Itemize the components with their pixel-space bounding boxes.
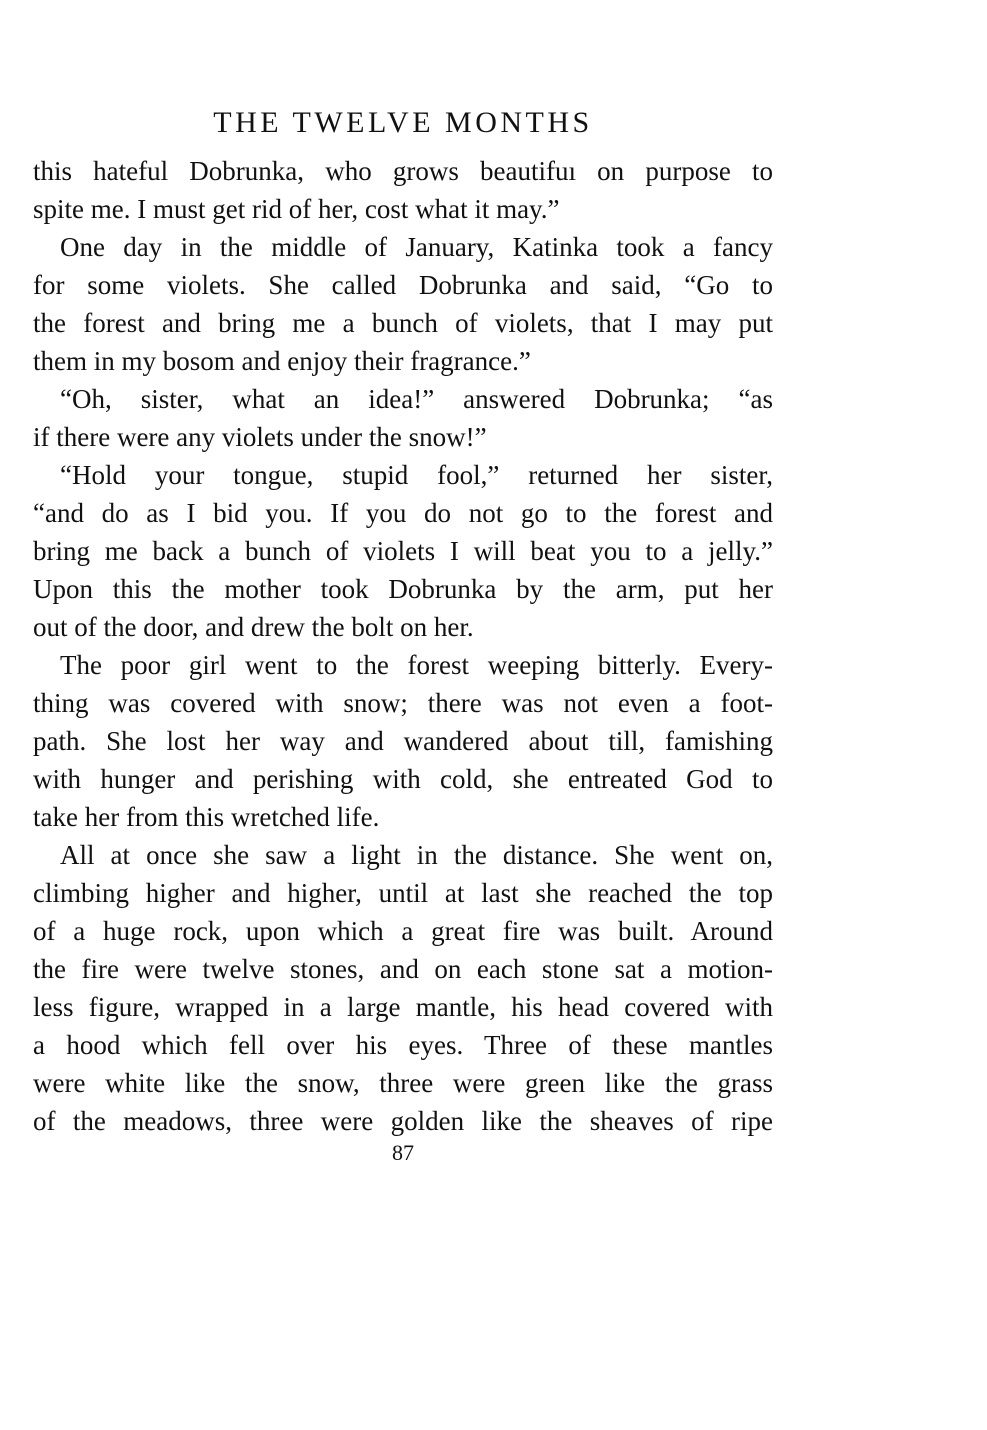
text-line: them in my bosom and enjoy their fragrance.” [33,346,531,376]
text-line: this hateful Dobrunka, who grows beautifuı on purpose to [33,156,773,186]
text-line: the forest and bring me a bunch of violets, that I may put [33,308,773,338]
body-text [33,152,773,1140]
text-line: of a huge rock, upon which a great fire was built. Around [33,916,773,946]
text-line: less figure, wrapped in a large mantle, his head covered with [33,992,773,1022]
text-line: Upon this the mother took Dobrunka by the arm, put her [33,574,773,604]
text-line: “and do as I bid you. If you do not go to the forest and [33,498,773,528]
text-line: out of the door, and drew the bolt on her. [33,612,474,642]
page-number: 87 [392,1140,414,1165]
text-line: were white like the snow, three were green like the grass [33,1068,773,1098]
text-line: The poor girl went to the forest weeping bitterly. Every- [60,650,773,680]
text-line: thing was covered with snow; there was not even a foot- [33,688,773,718]
text-line: if there were any violets under the snow!” [33,422,487,452]
text-line: bring me back a bunch of violets I will beat you to a jelly.” [33,536,773,566]
text-line: for some violets. She called Dobrunka and said, “Go to [33,270,773,300]
running-head: THE TWELVE MONTHS [213,106,593,139]
text-line: climbing higher and higher, until at last she reached the top [33,878,773,908]
text-line: All at once she saw a light in the distance. She went on, [60,840,773,870]
text-line: a hood which fell over his eyes. Three of these mantles [33,1030,773,1060]
text-line: “Oh, sister, what an idea!” answered Dobrunka; “as [60,384,773,414]
text-line: the fire were twelve stones, and on each stone sat a motion- [33,954,773,984]
text-line: with hunger and perishing with cold, she entreated God to [33,764,773,794]
text-line: spite me. I must get rid of her, cost what it may.” [33,194,560,224]
text-line: path. She lost her way and wandered about till, famishing [33,726,773,756]
text-line: One day in the middle of January, Katinka took a fancy [60,232,773,262]
text-line: of the meadows, three were golden like the sheaves of ripe [33,1106,773,1136]
text-line: “Hold your tongue, stupid fool,” returned her sister, [60,460,773,490]
text-line: take her from this wretched life. [33,802,380,832]
